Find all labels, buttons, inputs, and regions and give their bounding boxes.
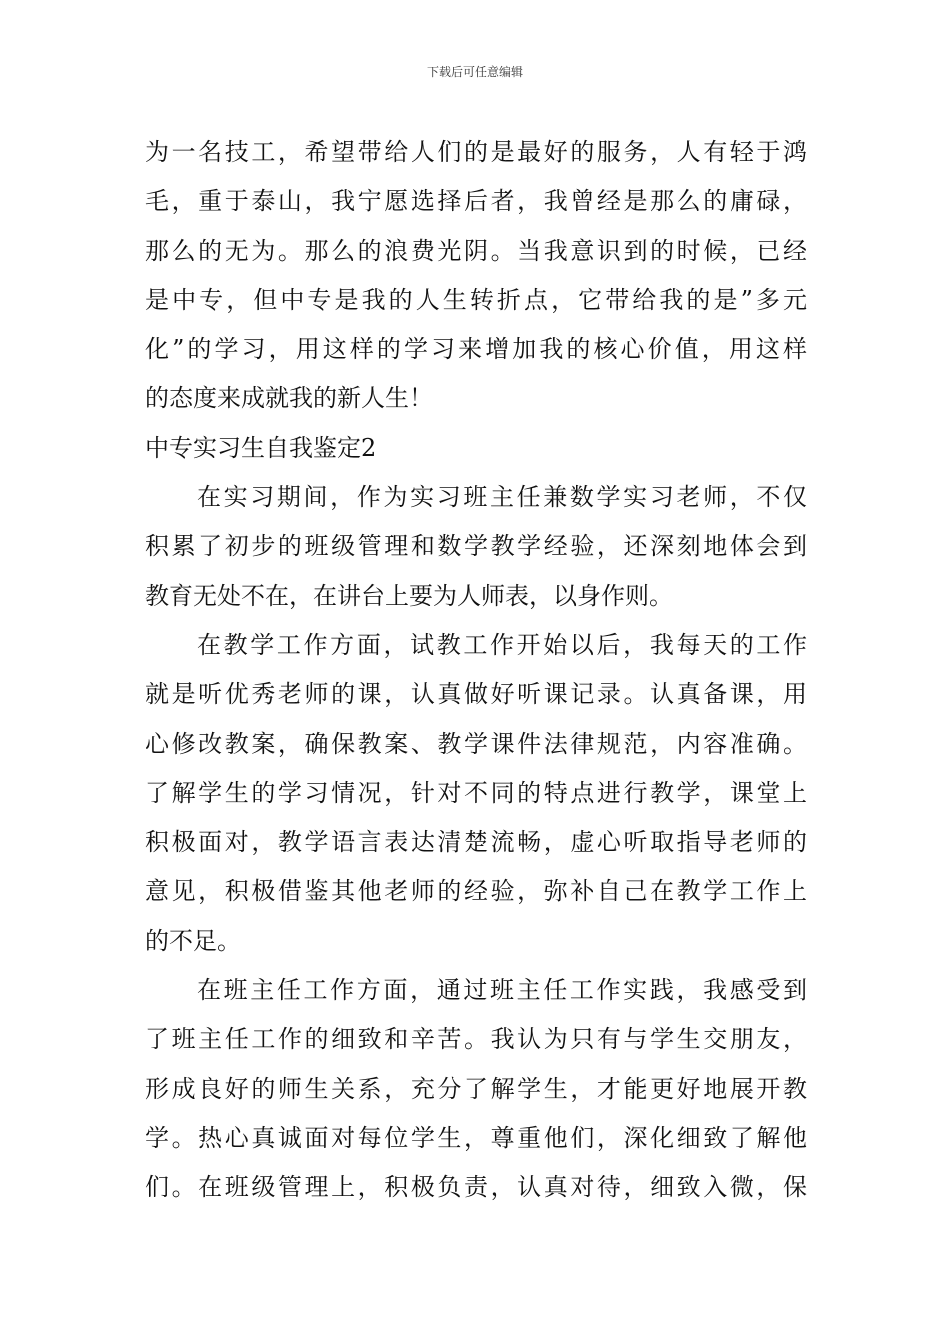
text-line: 了解学生的学习情况，针对不同的特点进行教学，课堂上 [145, 778, 807, 807]
text-line: 意见，积极借鉴其他老师的经验，弥补自己在教学工作上 [145, 877, 807, 906]
section-heading: 中专实习生自我鉴定2 [145, 433, 377, 462]
text-line: 心修改教案，确保教案、教学课件法律规范，内容准确。 [145, 729, 807, 758]
document-body [145, 128, 807, 1213]
text-line: 那么的无为。那么的浪费光阴。当我意识到的时候，已经 [145, 236, 807, 265]
paragraph-first-line: 在实习期间，作为实习班主任兼数学实习老师，不仅 [197, 483, 807, 512]
text-line: 了班主任工作的细致和辛苦。我认为只有与学生交朋友， [145, 1025, 807, 1054]
text-line: 化”的学习，用这样的学习来增加我的核心价值，用这样 [145, 335, 807, 364]
paragraph-first-line: 在班主任工作方面，通过班主任工作实践，我感受到 [197, 976, 807, 1005]
text-line: 的不足。 [145, 926, 241, 955]
paragraph-first-line: 在教学工作方面，试教工作开始以后，我每天的工作 [197, 630, 807, 659]
text-line: 积累了初步的班级管理和数学教学经验，还深刻地体会到 [145, 532, 807, 561]
text-line: 们。在班级管理上，积极负责，认真对待，细致入微，保 [145, 1173, 807, 1202]
page-header: 下载后可任意编辑 [426, 65, 523, 79]
text-line: 教育无处不在，在讲台上要为人师表，以身作则。 [145, 581, 673, 610]
text-line: 毛，重于泰山，我宁愿选择后者，我曾经是那么的庸碌， [145, 187, 807, 216]
text-line: 是中专，但中专是我的人生转折点，它带给我的是”多元 [145, 285, 807, 314]
text-line: 学。热心真诚面对每位学生，尊重他们，深化细致了解他 [145, 1123, 807, 1152]
text-line: 的态度来成就我的新人生！ [145, 384, 433, 413]
text-line: 为一名技工，希望带给人们的是最好的服务，人有轻于鸿 [145, 138, 807, 166]
text-line: 积极面对，教学语言表达清楚流畅，虚心听取指导老师的 [145, 828, 807, 857]
text-line: 形成良好的师生关系，充分了解学生，才能更好地展开教 [145, 1074, 807, 1103]
text-line: 就是听优秀老师的课，认真做好听课记录。认真备课，用 [145, 680, 807, 709]
